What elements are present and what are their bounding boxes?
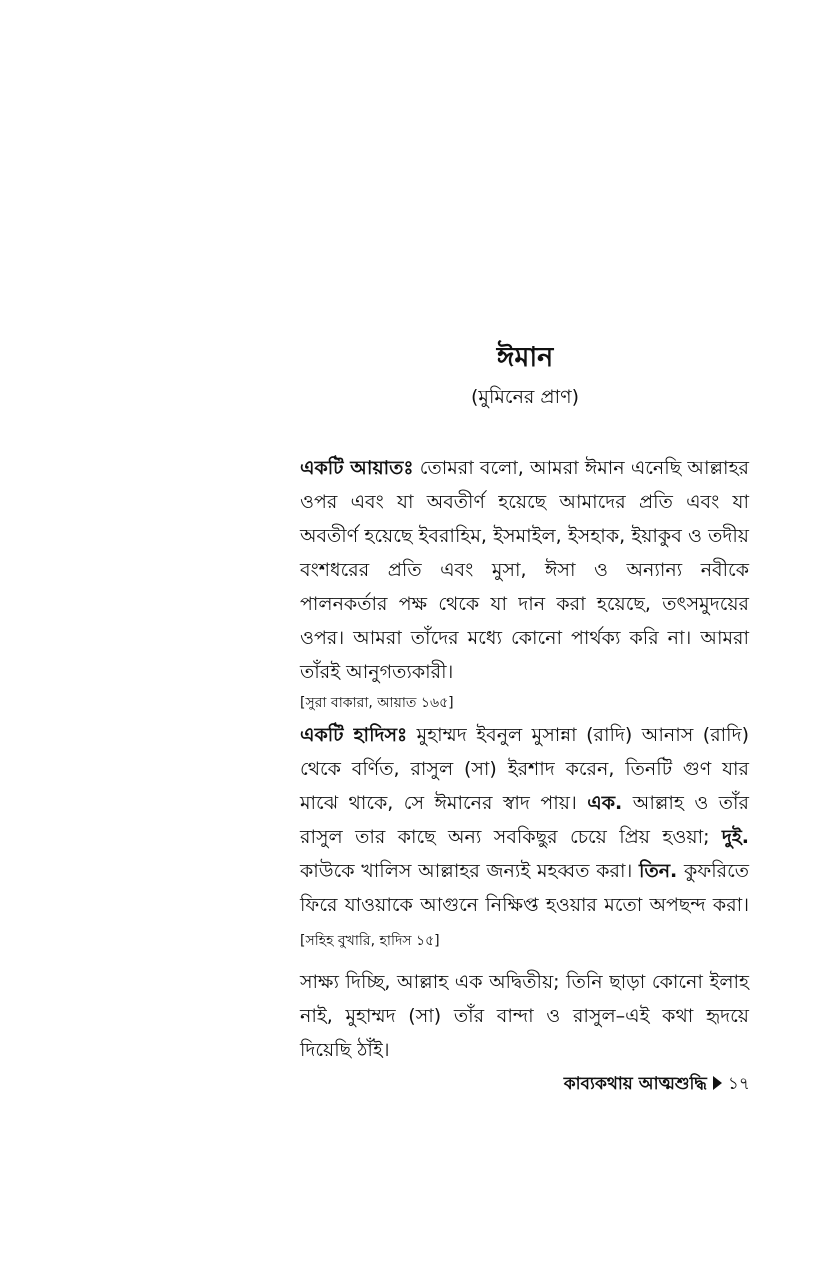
book-title: কাব্যকথায় আত্মশুদ্ধি xyxy=(563,1074,707,1094)
page-footer xyxy=(564,1072,750,1096)
page-number: ১৭ xyxy=(727,1074,750,1094)
hadith-point-three-text: কুফরিতে ফিরে যাওয়াকে আগুনে নিক্ষিপ্ত হওয়ার মতো অপছন্দ করা। xyxy=(300,860,749,916)
ayat-lead: একটি আয়াতঃ xyxy=(300,457,414,479)
ayat-reference: [সুরা বাকারা, আয়াত ১৬৫] xyxy=(300,695,454,711)
hadith-paragraph xyxy=(300,718,749,958)
ayat-paragraph xyxy=(300,451,749,689)
ayat-text: তোমরা বলো, আমরা ঈমান এনেছি আল্লাহর ওপর এবং যা অবতীর্ণ হয়েছে আমাদের প্রতি এবং যা অবতীর্ণ হয়েছে ইবরাহিম, ইসমাইল, ইসহাক, ইয়াকুব ও তদীয় বংশধরের প্রতি এবং মুসা, ঈসা ও অন্যান্য নবীকে পালনকর্তার পক্ষ থেকে যা দান করা হয়েছে, তৎসমুদয়ের ওপর। আমরা তাঁদের মধ্যে কোনো পার্থক্য করি না। আমরা তাঁরই আনুগত্যকারী। xyxy=(300,457,750,683)
hadith-point-one-text: আল্লাহ ও তাঁর রাসুল তার কাছে অন্য সবকিছুর চেয়ে প্রিয় হওয়া; xyxy=(300,792,749,848)
closing-paragraph: সাক্ষ্য দিচ্ছি, আল্লাহ এক অদ্বিতীয়; তিনি ছাড়া কোনো ইলাহ নাই, মুহাম্মদ (সা) তাঁর বান্দা ও রাসুল–এই কথা হৃদয়ে দিয়েছি ঠাঁই। xyxy=(300,971,749,1061)
hadith-lead: একটি হাদিসঃ xyxy=(300,724,408,746)
hadith-reference: [সহিহ বুখারি, হাদিস ১৫] xyxy=(300,933,440,949)
page-subtitle: (মুমিনের প্রাণ) xyxy=(470,386,579,408)
page-title: ঈমান xyxy=(496,342,554,373)
body-text xyxy=(300,451,749,1074)
hadith-point-one-label: এক. xyxy=(587,792,623,814)
hadith-point-two-label: দুই. xyxy=(721,826,749,848)
hadith-point-two-text: কাউকে খালিস আল্লাহর জন্যই মহব্বত করা। xyxy=(300,860,633,882)
triangle-pointer-icon xyxy=(713,1076,722,1090)
hadith-point-three-label: তিন. xyxy=(639,860,678,882)
hadith-intro: মুহাম্মদ ইবনুল মুসান্না (রাদি) আনাস (রাদি) থেকে বর্ণিত, রাসুল (সা) ইরশাদ করেন, তিনটি গুণ যার মাঝে থাকে, সে ঈমানের স্বাদ পায়। xyxy=(300,724,749,814)
